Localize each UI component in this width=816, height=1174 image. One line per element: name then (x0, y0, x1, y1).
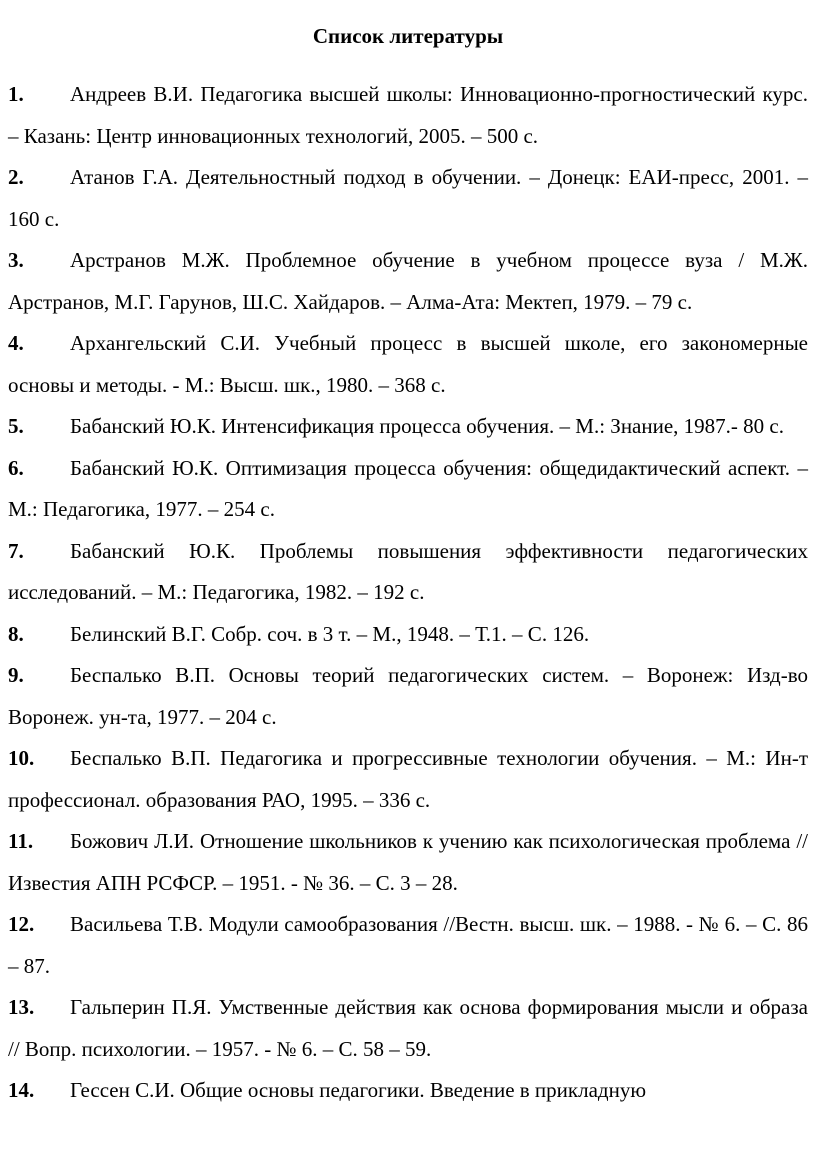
reference-item (8, 406, 808, 448)
reference-text: Белинский В.Г. Собр. соч. в 3 т. – М., 1948. – Т.1. – С. 126. (70, 621, 590, 646)
reference-number: 12. (8, 912, 35, 936)
reference-item (8, 448, 808, 531)
reference-number: 14. (8, 1078, 35, 1102)
reference-number: 1. (8, 82, 24, 106)
reference-text: Атанов Г.А. Деятельностный подход в обучении. – Донецк: ЕАИ-пресс, 2001. – 160 с. (8, 165, 808, 231)
reference-number: 3. (8, 248, 24, 272)
reference-item (8, 1070, 808, 1112)
reference-item (8, 323, 808, 406)
reference-text: Гальперин П.Я. Умственные действия как основа формирования мысли и образа // Вопр. психологии. – 1957. - № 6. – С. 58 – 59. (8, 995, 808, 1061)
reference-item (8, 74, 808, 157)
reference-text: Арстранов М.Ж. Проблемное обучение в учебном процессе вуза / М.Ж. Арстранов, М.Г. Гарунов, Ш.С. Хайдаров. – Алма-Ата: Мектеп, 1979. – 79 с. (8, 248, 808, 314)
reference-number: 11. (8, 829, 34, 853)
reference-text: Бабанский Ю.К. Оптимизация процесса обучения: общедидактический аспект. – М.: Педагогика, 1977. – 254 с. (8, 455, 808, 521)
reference-text: Гессен С.И. Общие основы педагогики. Введение в прикладную (70, 1078, 647, 1102)
reference-number: 4. (8, 331, 24, 355)
reference-item (8, 531, 808, 614)
reference-text: Андреев В.И. Педагогика высшей школы: Инновационно-прогностический курс. – Казань: Центр инновационных технологий, 2005. – 500 с. (8, 82, 808, 148)
reference-item (8, 821, 808, 904)
reference-number: 13. (8, 995, 35, 1019)
reference-item (8, 157, 808, 240)
reference-number: 8. (8, 621, 24, 646)
reference-number: 5. (8, 414, 24, 438)
reference-text: Беспалько В.П. Педагогика и прогрессивные технологии обучения. – М.: Ин-т профессионал. образования РАО, 1995. – 336 с. (8, 746, 808, 812)
reference-text: Васильева Т.В. Модули самообразования //Вестн. высш. шк. – 1988. - № 6. – С. 86 – 87. (8, 912, 808, 978)
reference-text: Беспалько В.П. Основы теорий педагогических систем. – Воронеж: Изд-во Воронеж. ун-та, 1977. – 204 с. (8, 663, 808, 729)
reference-number: 2. (8, 165, 24, 189)
reference-text: Архангельский С.И. Учебный процесс в высшей школе, его закономерные основы и методы. - М.: Высш. шк., 1980. – 368 с. (8, 331, 808, 397)
reference-item (8, 655, 808, 738)
reference-text: Божович Л.И. Отношение школьников к учению как психологическая проблема // Известия АПН РСФСР. – 1951. - № 36. – С. 3 – 28. (8, 829, 808, 895)
reference-list (8, 74, 808, 1112)
reference-text: Бабанский Ю.К. Проблемы повышения эффективности педагогических исследований. – М.: Педагогика, 1982. – 192 с. (8, 538, 808, 604)
reference-item (8, 738, 808, 821)
page-title: Список литературы (312, 24, 504, 48)
reference-text: Бабанский Ю.К. Интенсификация процесса обучения. – М.: Знание, 1987.- 80 с. (70, 414, 784, 438)
reference-item (8, 614, 808, 656)
reference-number: 10. (8, 746, 35, 770)
reference-item (8, 987, 808, 1070)
reference-number: 9. (8, 663, 24, 687)
reference-item (8, 904, 808, 987)
reference-item (8, 240, 808, 323)
reference-number: 6. (8, 455, 24, 480)
reference-number: 7. (8, 538, 24, 563)
